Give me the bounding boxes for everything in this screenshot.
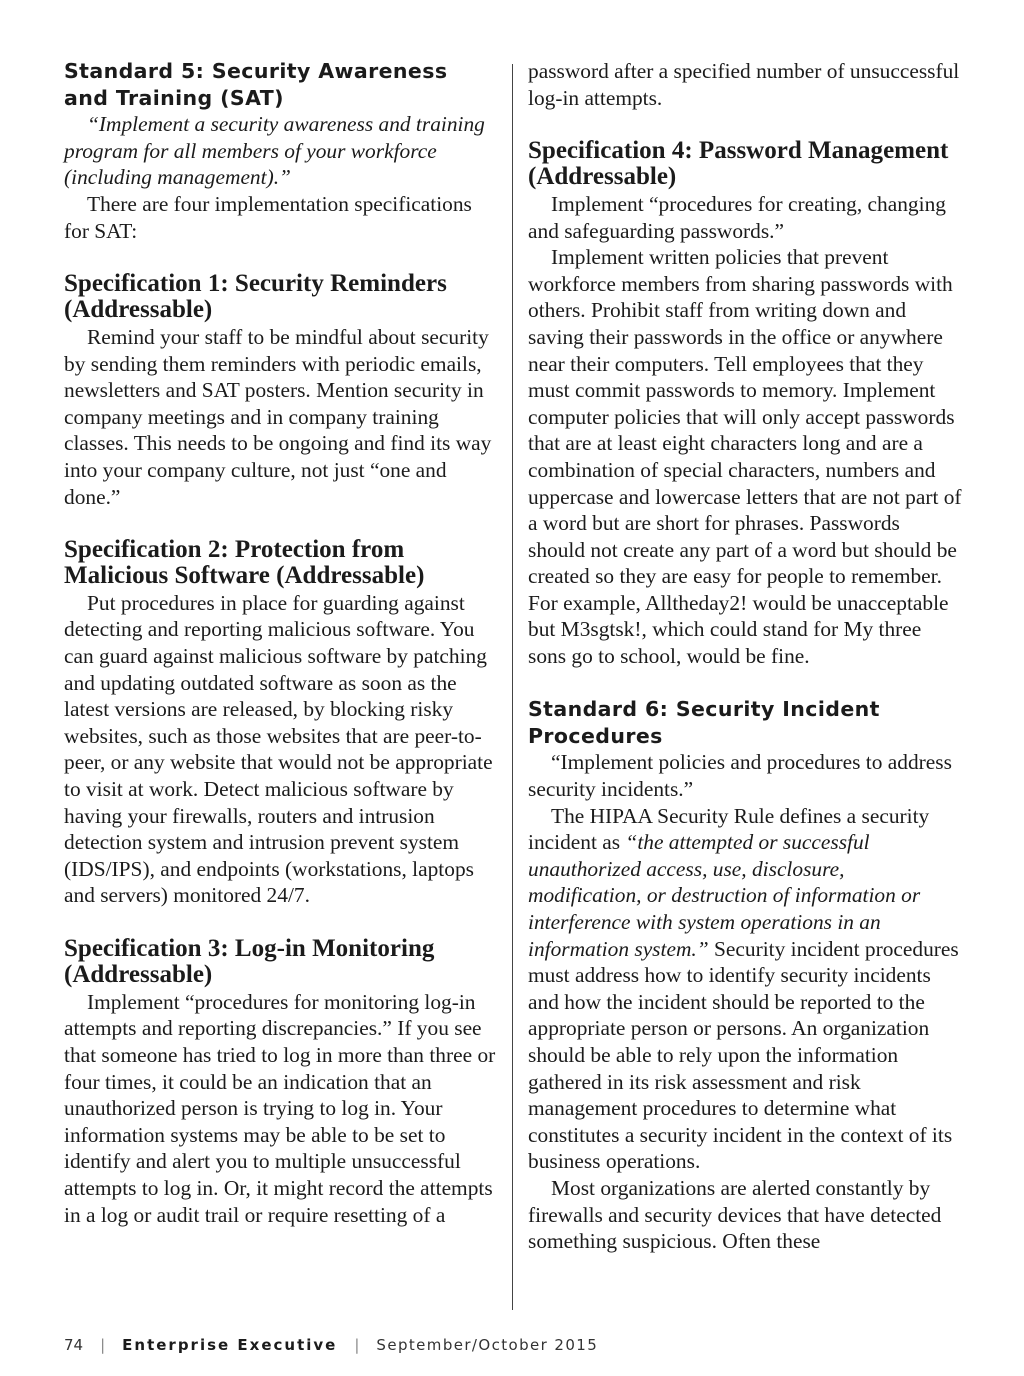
page-number: 74 [64, 1336, 84, 1354]
standard-5-intro: There are four implementation specifications for SAT: [64, 191, 472, 243]
standard-6-heading: Standard 6: Security Incident Procedures [528, 697, 880, 748]
spec-1-body: Remind your staff to be mindful about security by sending them reminders with periodic emails, newsletters and SAT posters. Mention security in company meetings and in company training classes. This needs to be ongoing and find its way into your company culture, not just “one and done.” [64, 324, 492, 509]
column-divider [512, 64, 513, 1310]
standard-5-quote: “Implement a security awareness and training program for all members of your workforce (including management).” [64, 112, 485, 190]
definition-quote: “the attempted or successful unauthorized access, use, disclosure, modification, or destruction of information or interference with system operations in an information system.” [528, 830, 921, 961]
spec-1-heading: Specification 1: Security Reminders (Addressable) [64, 269, 447, 324]
left-column [64, 58, 498, 1228]
standard-6-body-2: Most organizations are alerted constantly by firewalls and security devices that have detected something suspicious. Often these [528, 1175, 942, 1254]
footer-separator: | [100, 1336, 106, 1354]
spec-3-continuation: password after a specified number of unsuccessful log-in attempts. [528, 59, 960, 110]
issue-date: September/October 2015 [376, 1336, 599, 1354]
standard-6-definition [528, 803, 962, 1175]
page-footer [64, 1334, 598, 1356]
spec-4-heading: Specification 4: Password Management (Addressable) [528, 136, 949, 191]
right-column [528, 58, 962, 1255]
standard-6-quote: “Implement policies and procedures to address security incidents.” [528, 750, 952, 802]
spec-3-body: Implement “procedures for monitoring log-in attempts and reporting discrepancies.” If you see that someone has tried to log in more than three or four times, it could be an indication that an unauthorized person is trying to log in. Your information systems may be able to be set to identify and alert you to multiple unsuccessful attempts to log in. Or, it might record the attempts in a log or audit trail or require resetting of a [64, 989, 496, 1227]
footer-separator: | [354, 1336, 360, 1354]
standard-5-heading: Standard 5: Security Awareness and Training (SAT) [64, 59, 448, 110]
publication-name: Enterprise Executive [122, 1336, 338, 1354]
spec-3-heading: Specification 3: Log-in Monitoring (Addressable) [64, 934, 435, 989]
definition-lead: The HIPAA Security Rule defines a security incident as [528, 803, 930, 855]
spec-2-body: Put procedures in place for guarding against detecting and reporting malicious software. You can guard against malicious software by patching and updating outdated software as soon as the latest versions are released, by blocking risky websites, such as those websites that are peer-to-peer, or any website that would not be appropriate to visit at work. Detect malicious software by having your firewalls, routers and intrusion detection system and intrusion prevent system (IDS/IPS), and endpoints (workstations, laptops and servers) monitored 24/7. [64, 590, 493, 908]
spec-2-heading: Specification 2: Protection from Malicious Software (Addressable) [64, 535, 425, 590]
spec-4-body-1: Implement “procedures for creating, changing and safeguarding passwords.” [528, 191, 946, 243]
definition-tail: Security incident procedures must address how to identify security incidents and how the incident should be reported to the appropriate person or persons. An organization should be able to rely upon the information gathered in its risk assessment and risk management procedures to determine what constitutes a security incident in the context of its business operations. [528, 936, 959, 1174]
spec-4-body-2: Implement written policies that prevent workforce members from sharing passwords with others. Prohibit staff from writing down and saving their passwords in the office or anywhere near their computers. Tell employees that they must commit passwords to memory. Implement computer policies that will only accept passwords that are at least eight characters long and are a combination of special characters, numbers and uppercase and lowercase letters that are not part of a word but are short for phrases. Passwords should not create any part of a word but should be created so they are easy for people to remember. For example, Alltheday2! would be unacceptable but M3sgtsk!, which could stand for My three sons go to school, would be fine. [528, 245, 962, 669]
